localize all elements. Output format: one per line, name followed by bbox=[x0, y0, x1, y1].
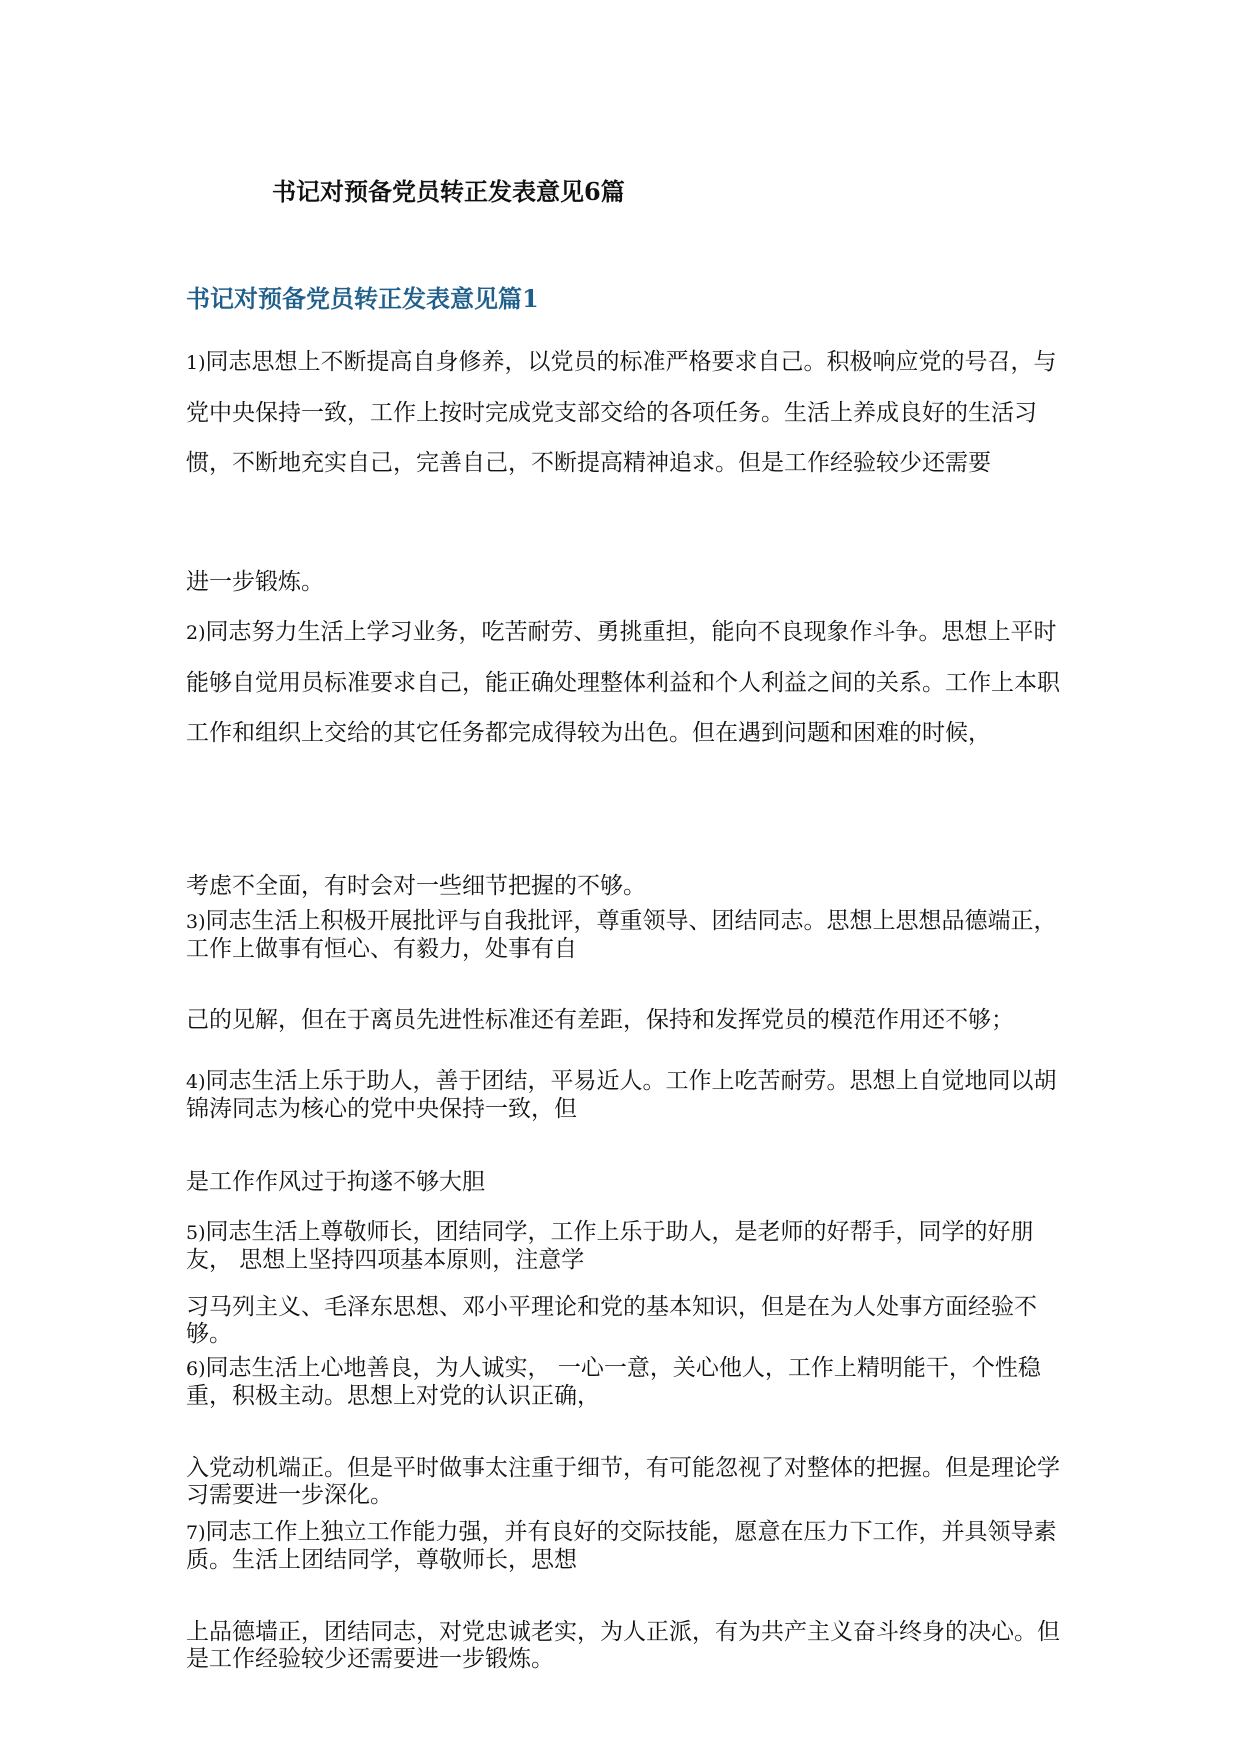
section-title: 书记对预备党员转正发表意见篇1 bbox=[186, 284, 539, 313]
paragraph-text: 同志生活上尊敬师长，团结同学，工作上乐于助人，是老师的好帮手，同学的好朋友， 思想上坚持四项基本原则，注意学 bbox=[186, 1219, 1034, 1273]
paragraph-text: 同志生活上积极开展批评与自我批评，尊重领导、团结同志。思想上思想品德端正，工作上做事有恒心、有毅力，处事有自 bbox=[186, 908, 1057, 962]
document-title: 书记对预备党员转正发表意见6篇 bbox=[272, 177, 625, 206]
paragraph-11 bbox=[186, 1355, 1066, 1410]
paragraph-5 bbox=[186, 908, 1066, 963]
item-number: 4) bbox=[186, 1071, 206, 1093]
item-number: 2) bbox=[186, 622, 206, 644]
paragraph-text: 考虑不全面，有时会对一些细节把握的不够。 bbox=[186, 873, 646, 899]
paragraph-text: 入党动机端正。但是平时做事太注重于细节，有可能忽视了对整体的把握。但是理论学习需要进一步深化。 bbox=[186, 1455, 1060, 1508]
paragraph-8 bbox=[186, 1169, 1066, 1196]
paragraph-text: 同志生活上心地善良，为人诚实， 一心一意，关心他人，工作上精明能干，个性稳重，积极主动。思想上对党的认识正确， bbox=[186, 1355, 1041, 1409]
paragraph-text: 习马列主义、毛泽东思想、邓小平理论和党的基本知识，但是在为人处事方面经验不够。 bbox=[186, 1294, 1037, 1347]
paragraph-14 bbox=[186, 1619, 1066, 1673]
paragraph-text: 同志努力生活上学习业务，吃苦耐劳、勇挑重担，能向不良现象作斗争。思想上平时能够自觉用员标准要求自己，能正确处理整体利益和个人利益之间的关系。工作上本职工作和组织上交给的其它任务都完成得较为出色。但在遇到问题和困难的时候， bbox=[186, 619, 1060, 746]
paragraph-2 bbox=[186, 557, 1066, 607]
paragraph-text: 同志生活上乐于助人，善于团结，平易近人。工作上吃苦耐劳。思想上自觉地同以胡锦涛同志为核心的党中央保持一致，但 bbox=[186, 1068, 1057, 1122]
paragraph-6 bbox=[186, 1007, 1066, 1034]
paragraph-3 bbox=[186, 607, 1066, 758]
paragraph-text: 是工作作风过于拘遂不够大胆 bbox=[186, 1169, 485, 1195]
paragraph-text: 上品德墙正，团结同志，对党忠诚老实，为人正派，有为共产主义奋斗终身的决心。但是工作经验较少还需要进一步锻炼。 bbox=[186, 1619, 1060, 1672]
paragraph-7 bbox=[186, 1068, 1066, 1123]
paragraph-4 bbox=[186, 873, 1066, 900]
paragraph-text: 同志工作上独立工作能力强，并有良好的交际技能，愿意在压力下工作，并具领导素质。生活上团结同学，尊敬师长，思想 bbox=[186, 1519, 1057, 1573]
item-number: 5) bbox=[186, 1222, 206, 1244]
item-number: 6) bbox=[186, 1358, 206, 1380]
paragraph-10 bbox=[186, 1294, 1066, 1348]
paragraph-text: 进一步锻炼。 bbox=[186, 569, 324, 595]
paragraph-text: 己的见解，但在于离员先进性标准还有差距，保持和发挥党员的模范作用还不够； bbox=[186, 1007, 1014, 1033]
item-number: 3) bbox=[186, 911, 206, 933]
paragraph-13 bbox=[186, 1519, 1066, 1574]
paragraph-9 bbox=[186, 1219, 1066, 1274]
paragraph-1 bbox=[186, 337, 1066, 488]
paragraph-12 bbox=[186, 1455, 1066, 1509]
paragraph-text: 同志思想上不断提高自身修养，以党员的标准严格要求自己。积极响应党的号召，与党中央保持一致，工作上按时完成党支部交给的各项任务。生活上养成良好的生活习惯，不断地充实自己，完善自己，不断提高精神追求。但是工作经验较少还需要 bbox=[186, 349, 1057, 476]
item-number: 1) bbox=[186, 352, 206, 374]
item-number: 7) bbox=[186, 1522, 206, 1544]
